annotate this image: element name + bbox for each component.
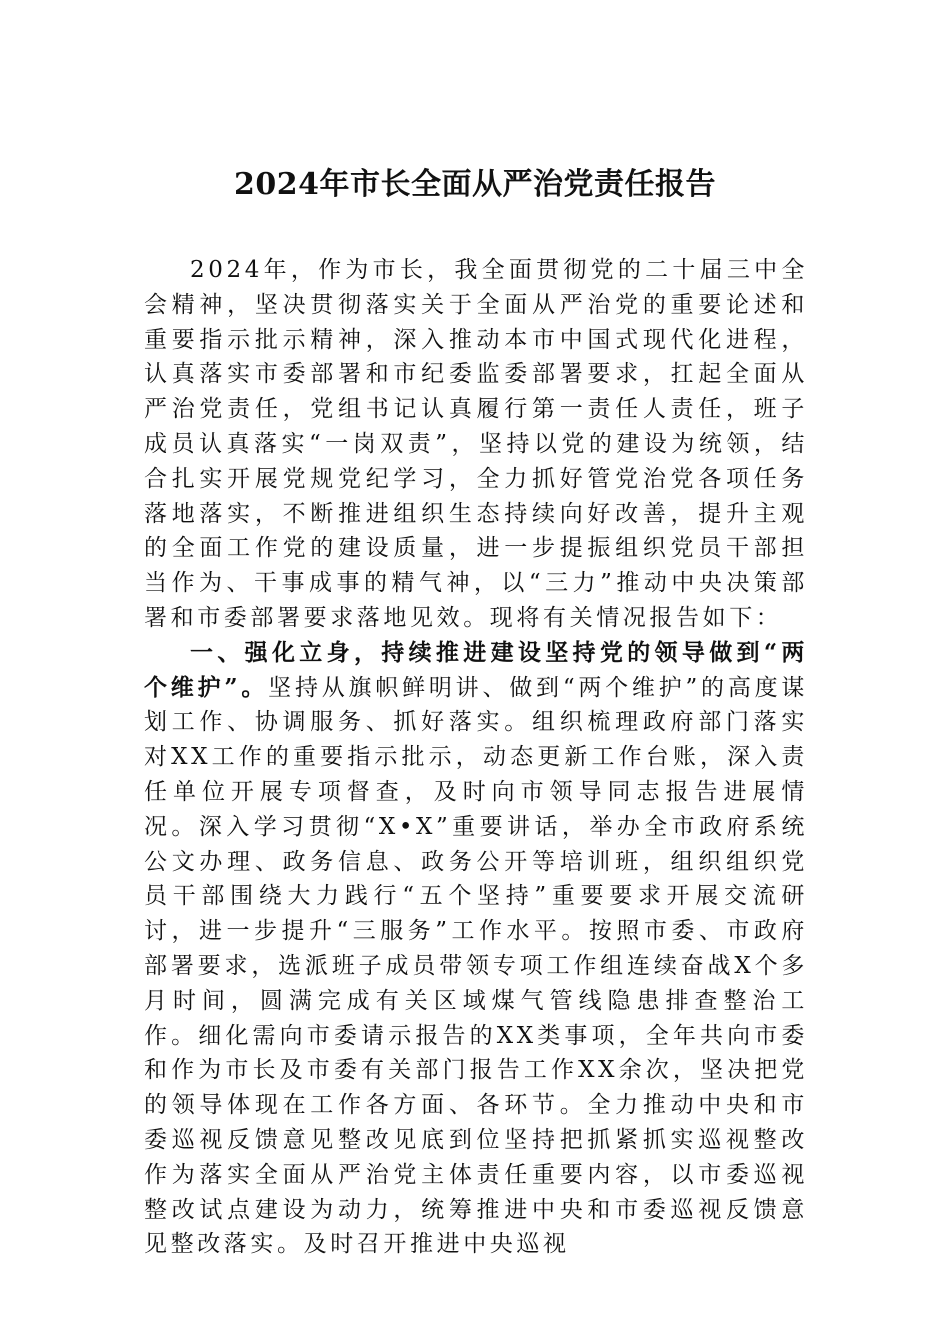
section-1-heading: 一、强化立身，持续推进建设坚持党的领导做到“两个维护”。 xyxy=(144,638,808,701)
document-body xyxy=(144,253,808,1262)
intro-paragraph: 2024年，作为市长，我全面贯彻党的二十届三中全会精神，坚决贯彻落实关于全面从严治党的重要论述和重要指示批示精神，深入推动本市中国式现代化进程，认真落实市委部署和市纪委监委部署要求，扛起全面从严治党责任，党组书记认真履行第一责任人责任，班子成员认真落实“一岗双责”，坚持以党的建设为统领，结合扎实开展党规党纪学习，全力抓好管党治党各项任务落地落实，不断推进组织生态持续向好改善，提升主观的全面工作党的建设质量，进一步提振组织党员干部担当作为、干事成事的精气神，以“三力”推动中央决策部署和市委部署要求落地见效。现将有关情况报告如下： xyxy=(144,257,808,631)
document-title: 2024年市长全面从严治党责任报告 xyxy=(234,167,716,202)
section-1-paragraph xyxy=(144,636,808,1262)
section-1-body: 坚持从旗帜鲜明讲、做到“两个维护”的高度谋划工作、协调服务、抓好落实。组织梳理政府部门落实对XX工作的重要指示批示，动态更新工作台账，深入责任单位开展专项督查，及时向市领导同志报告进展情况。深入学习贯彻“X•X”重要讲话，举办全市政府系统公文办理、政务信息、政务公开等培训班，组织组织党员干部围绕大力践行“五个坚持”重要要求开展交流研讨，进一步提升“三服务”工作水平。按照市委、市政府部署要求，选派班子成员带领专项工作组连续奋战X个多月时间，圆满完成有关区域煤气管线隐患排查整治工作。细化需向市委请示报告的XX类事项，全年共向市委和作为市长及市委有关部门报告工作XX余次，坚决把党的领导体现在工作各方面、各环节。全力推动中央和市委巡视反馈意见整改见底到位坚持把抓紧抓实巡视整改作为落实全面从严治党主体责任重要内容，以市委巡视整改试点建设为动力，统筹推进中央和市委巡视反馈意见整改落实。及时召开推进中央巡视 xyxy=(144,674,809,1258)
